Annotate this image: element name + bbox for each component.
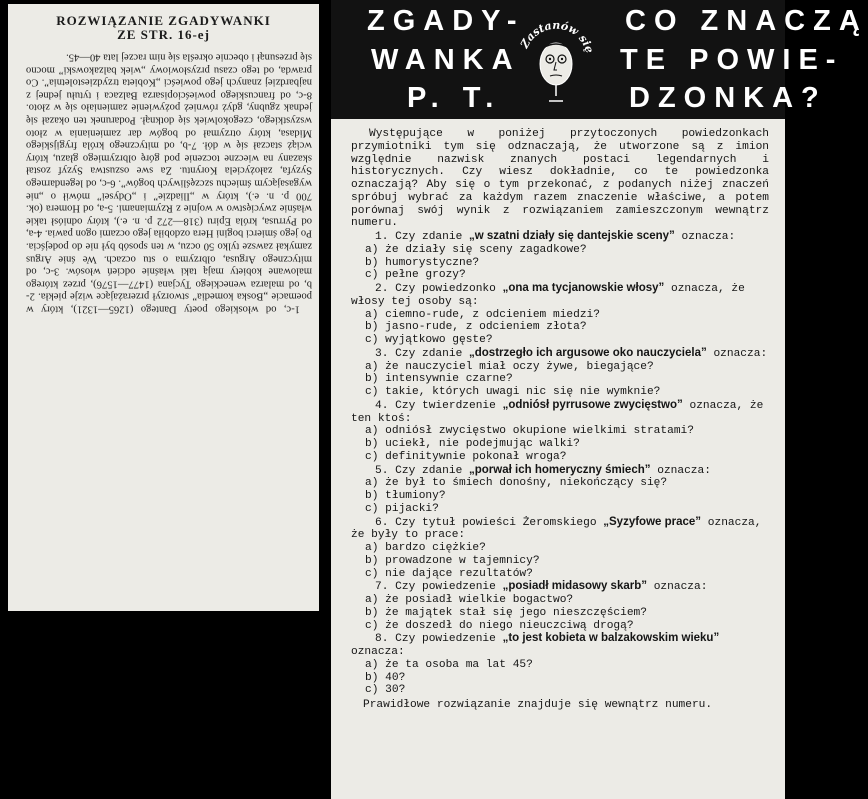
quiz-footer-note: Prawidłowe rozwiązanie znajduje się wewnątrz numeru. (363, 699, 713, 711)
answer-option: c) definitywnie pokonał wroga? (365, 450, 567, 463)
answer-option: b) jasno-rude, z odcieniem złota? (365, 321, 587, 334)
question-phrase: „odniósł pyrrusowe zwycięstwo” (502, 398, 683, 411)
question-tail: oznacza, że włosy tej osoby są: (351, 283, 745, 308)
question-text (351, 230, 769, 244)
question-1 (351, 230, 769, 282)
question-6 (351, 516, 769, 581)
question-text (351, 516, 769, 543)
quiz-body (351, 128, 769, 712)
answer-option: a) że był to śmiech donośny, niekończący się? (365, 477, 668, 490)
quiz-banner (331, 0, 868, 119)
question-lead: 5. Czy zdanie (375, 464, 469, 477)
answer-option: b) 40? (365, 671, 406, 684)
answer-option: c) pełne grozy? (365, 269, 466, 282)
question-phrase: „Syzyfowe prace” (603, 515, 702, 528)
banner-right-line-2: TE POWIE- (620, 44, 844, 76)
question-tail: oznacza: (647, 581, 708, 594)
question-lead: 8. Czy powiedzenie (375, 633, 503, 646)
question-lead: 3. Czy zdanie (375, 347, 469, 360)
answer-option: c) wyjątkowo gęste? (365, 334, 493, 346)
quiz-column (331, 0, 868, 799)
question-list (351, 230, 769, 697)
answer-option: c) że doszedł do niego nieuczciwą drogą? (365, 619, 634, 632)
answer-option: a) że nauczyciel miał oczy żywe, biegające? (365, 360, 654, 373)
question-3 (351, 347, 769, 399)
banner-right-line-3: DZONKA? (629, 82, 827, 114)
answer-body-upside-down (26, 50, 312, 314)
answer-option: c) takie, których uwagi nic się nie wymknie? (365, 386, 661, 398)
answer-column (8, 4, 319, 611)
banner-left-line-3: P. T. (407, 82, 502, 114)
answer-option: a) ciemno-rude, z odcieniem miedzi? (365, 308, 600, 321)
question-text (351, 399, 769, 426)
question-tail: oznacza: (674, 231, 736, 243)
question-lead: 2. Czy powiedzonko (375, 283, 503, 295)
answer-option: b) że majątek stał się jego nieszczęściem? (365, 606, 647, 619)
answer-option: b) prowadzone w tajemnicy? (365, 554, 540, 567)
question-tail: oznacza: (351, 646, 405, 658)
answer-option: a) że ta osoba ma lat 45? (365, 658, 533, 671)
answer-option: c) pijacki? (365, 502, 439, 515)
answer-option: a) że działy się sceny zagadkowe? (365, 243, 587, 256)
question-lead: 7. Czy powiedzenie (375, 581, 503, 594)
answer-option: c) 30? (365, 684, 406, 697)
question-lead: 1. Czy zdanie (375, 231, 469, 243)
question-phrase: „ona ma tycjanowskie włosy” (502, 282, 665, 294)
emblem-text: Zastanów się (517, 18, 597, 55)
question-lead: 6. Czy tytuł powieści Żeromskiego (375, 516, 604, 529)
question-text (351, 580, 769, 594)
question-7 (351, 580, 769, 632)
question-phrase: „to jest kobieta w balzakowskim wieku” (502, 632, 720, 645)
answer-body-text: 1-c, od włoskiego poety Dantego (1265—1321), który w poemacie „Boska komedia” stworzył przerażające wizje piekła. 2-b, od malarza weneckiego Tycjana (1477—1576), przez którego malowane kobiety mają taki właśnie odcień włosów. 3-c, od mitycznego Argusa, olbrzyma o stu oczach. We śnie Argus zamykał zawsze tylko 50 oczu, w ten sposób był nie do podejścia. Po jego śmierci bogini Hera ozdobiła jego oczami ogon pawia. 4-a, od Pyrrusa, króla Epiru (318—272 p. n. e.), który odniósł takie właśnie zwycięstwo w wojnie z Rzymianami. 5-a, od Homera (ok. 700 p. n. e.), który w „Iliadzie” i „Odysei” mówił o „nie wygasającym śmiechu szczęśliwych bogów”. 6-c, od legendarnego Syzyfa, założyciela Koryntu. Za swe oszustwa Syzyf został skazany na wieczne toczenie pod górę olbrzymiego głazu, który wciąż staczał się w dół. 7-b, od mitycznego króla frygijskiego Midasa, który otrzymał od bogów dar zamieniania w złoto wszystkiego, czegokolwiek się dotknął. Podarunek ten okazał się jednak zgubny, gdyż również pożywienie zamieniało się w złoto. 8-c, od francuskiego powieściopisarza Balzaca i tytułu jednej z najbardziej znanych jego powieści „Kobieta trzydziestoletnia”. Co prawda, od tego czasu przysłowiowy „wiek balzakowski” mocno się przesunął i obecnie określa się nim raczej lata 40—45. (26, 51, 312, 315)
quiz-intro: Występujące w poniżej przytoczonych powiedzonkach przymiotniki tym się odznaczają, że utworzone są z imion względnie nazwisk znanych postaci legendarnych i historycznych. Czy wiesz dokładnie, co te powiedzonka oznaczają? Aby się o tym przekonać, z podanych niżej znaczeń spróbuj wybrać za każdym razem znaczenie właściwe, a potem porównaj swój wynik z rozwiązaniem zamieszczonym wewnątrz numeru. (351, 128, 769, 230)
question-5 (351, 464, 769, 516)
question-text (351, 282, 769, 309)
answer-option: b) uciekł, nie podejmując walki? (365, 438, 580, 450)
question-4 (351, 399, 769, 464)
answer-title (8, 14, 319, 42)
banner-right-line-1: CO ZNACZĄ (625, 5, 868, 37)
answer-option: a) bardzo ciężkie? (365, 542, 486, 554)
question-text (351, 632, 769, 659)
question-phrase: „posiadł midasowy skarb” (502, 580, 647, 593)
banner-left-line-2: WANKA (371, 44, 521, 76)
banner-left-line-1: ZGADY- (367, 5, 525, 37)
answer-title-line-1: ROZWIĄZANIE ZGADYWANKI (56, 13, 271, 28)
question-tail: oznacza: (706, 347, 768, 360)
answer-option: a) odniósł zwycięstwo okupione wielkimi stratami? (365, 425, 694, 438)
question-tail: oznacza: (650, 464, 711, 477)
question-phrase: „porwał ich homeryczny śmiech” (469, 463, 651, 476)
answer-option: a) że posiadł wielkie bogactwo? (365, 594, 574, 606)
answer-option: b) intensywnie czarne? (365, 373, 513, 386)
question-2 (351, 282, 769, 347)
answer-title-line-2: ZE STR. 16-ej (117, 27, 210, 42)
question-text (351, 347, 769, 361)
question-8 (351, 632, 769, 697)
question-tail: oznacza, że ten ktoś: (351, 399, 764, 425)
answer-option: b) tłumiony? (365, 490, 446, 502)
question-phrase: „dostrzegło ich argusowe oko nauczyciela” (469, 346, 707, 359)
thinking-face-icon (513, 4, 599, 104)
question-lead: 4. Czy twierdzenie (375, 399, 503, 412)
question-tail: oznacza, że były to prace: (351, 516, 762, 542)
question-text (351, 464, 769, 478)
answer-option: b) humorystyczne? (365, 256, 480, 269)
question-phrase: „w szatni działy się dantejskie sceny” (469, 230, 675, 242)
answer-option: c) nie dające rezultatów? (365, 567, 533, 580)
